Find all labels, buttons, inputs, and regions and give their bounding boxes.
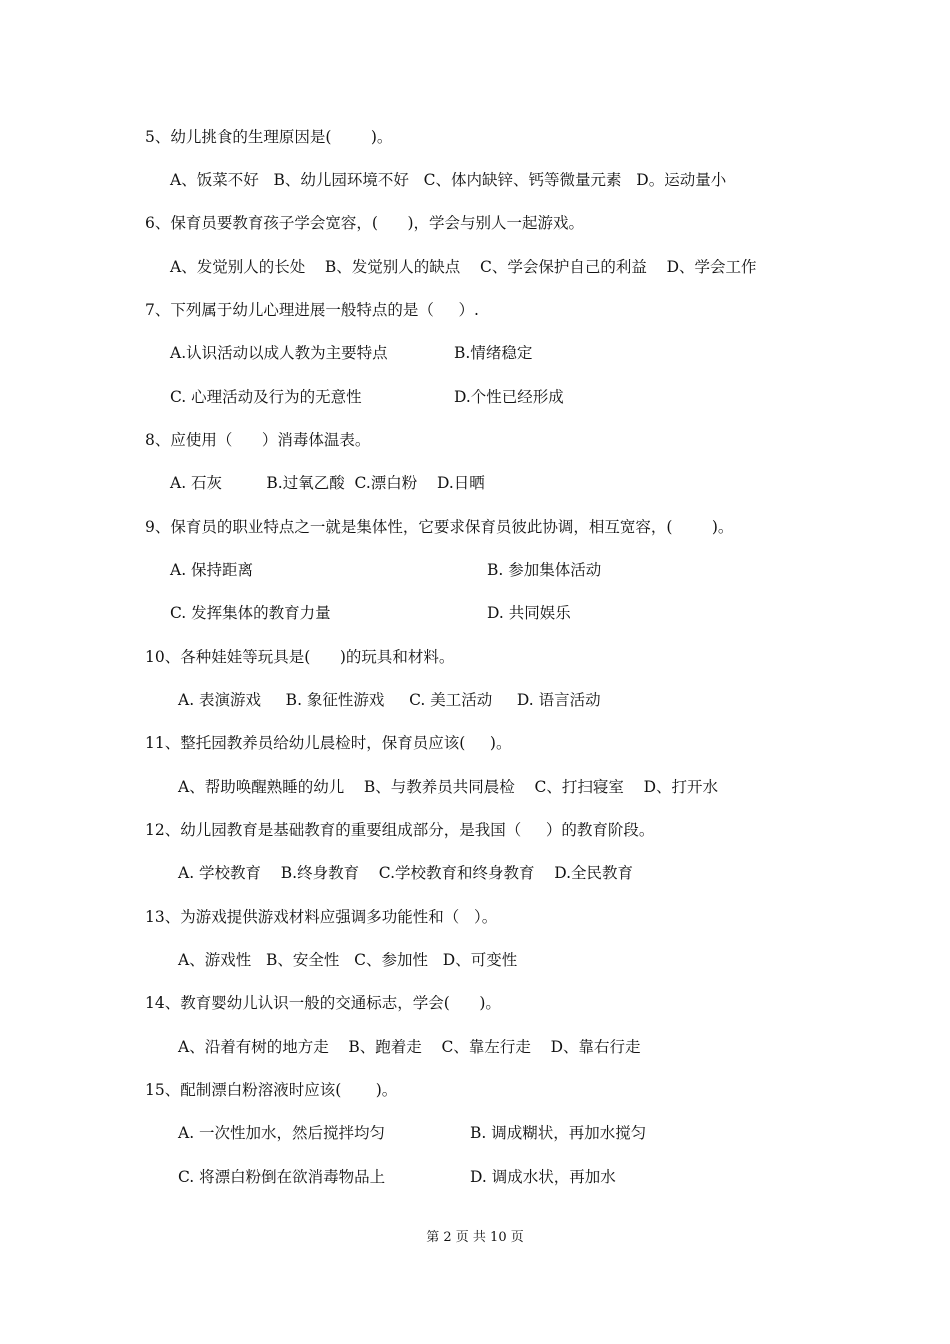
question-13-stem: 13、为游戏提供游戏材料应强调多功能性和（ ）。 [145, 908, 498, 926]
question-10-stem: 10、各种娃娃等玩具是( )的玩具和材料。 [145, 648, 455, 666]
question-14-options: A、沿着有树的地方走 B、跑着走 C、靠左行走 D、靠右行走 [178, 1038, 641, 1056]
question-7-option-a: A.认识活动以成人教为主要特点 [170, 344, 388, 362]
question-13-options: A、游戏性 B、安全性 C、参加性 D、可变性 [178, 951, 518, 969]
question-15-option-b: B. 调成糊状，再加水搅匀 [470, 1124, 647, 1142]
question-7-option-b: B.情绪稳定 [454, 344, 533, 362]
question-9-stem: 9、保育员的职业特点之一就是集体性，它要求保育员彼此协调，相互宽容，( )。 [145, 518, 734, 536]
question-14-stem: 14、教育婴幼儿认识一般的交通标志，学会( )。 [145, 994, 501, 1012]
question-12-options: A. 学校教育 B.终身教育 C.学校教育和终身教育 D.全民教育 [178, 864, 634, 882]
question-7-option-d: D.个性已经形成 [454, 388, 564, 406]
question-15-option-a: A. 一次性加水，然后搅拌均匀 [178, 1124, 386, 1142]
question-5-stem: 5、幼儿挑食的生理原因是( )。 [145, 128, 393, 146]
question-7-option-c: C. 心理活动及行为的无意性 [170, 388, 362, 406]
question-15-option-d: D. 调成水状，再加水 [470, 1168, 616, 1186]
question-5-options: A、饭菜不好 B、幼儿园环境不好 C、体内缺锌、钙等微量元素 D。运动量小 [170, 171, 727, 189]
question-15-stem: 15、配制漂白粉溶液时应该( )。 [145, 1081, 398, 1099]
question-11-stem: 11、整托园教养员给幼儿晨检时，保育员应该( )。 [145, 734, 512, 752]
question-10-options: A. 表演游戏 B. 象征性游戏 C. 美工活动 D. 语言活动 [178, 691, 601, 709]
question-9-option-a: A. 保持距离 [170, 561, 254, 579]
question-9-option-d: D. 共同娱乐 [487, 604, 571, 622]
question-9-option-b: B. 参加集体活动 [487, 561, 602, 579]
question-8-options: A. 石灰 B.过氧乙酸 C.漂白粉 D.日晒 [170, 474, 485, 492]
question-8-stem: 8、应使用（ ）消毒体温表。 [145, 431, 371, 449]
question-7-stem: 7、下列属于幼儿心理进展一般特点的是（ ）. [145, 301, 479, 319]
question-6-options: A、发觉别人的长处 B、发觉别人的缺点 C、学会保护自己的利益 D、学会工作 [170, 258, 757, 276]
question-15-option-c: C. 将漂白粉倒在欲消毒物品上 [178, 1168, 386, 1186]
question-11-options: A、帮助唤醒熟睡的幼儿 B、与教养员共同晨检 C、打扫寝室 D、打开水 [178, 778, 718, 796]
question-12-stem: 12、幼儿园教育是基础教育的重要组成部分，是我国（ ）的教育阶段。 [145, 821, 655, 839]
question-9-option-c: C. 发挥集体的教育力量 [170, 604, 331, 622]
page-number-footer: 第 2 页 共 10 页 [426, 1230, 524, 1245]
question-6-stem: 6、保育员要教育孩子学会宽容，( )，学会与别人一起游戏。 [145, 214, 585, 232]
